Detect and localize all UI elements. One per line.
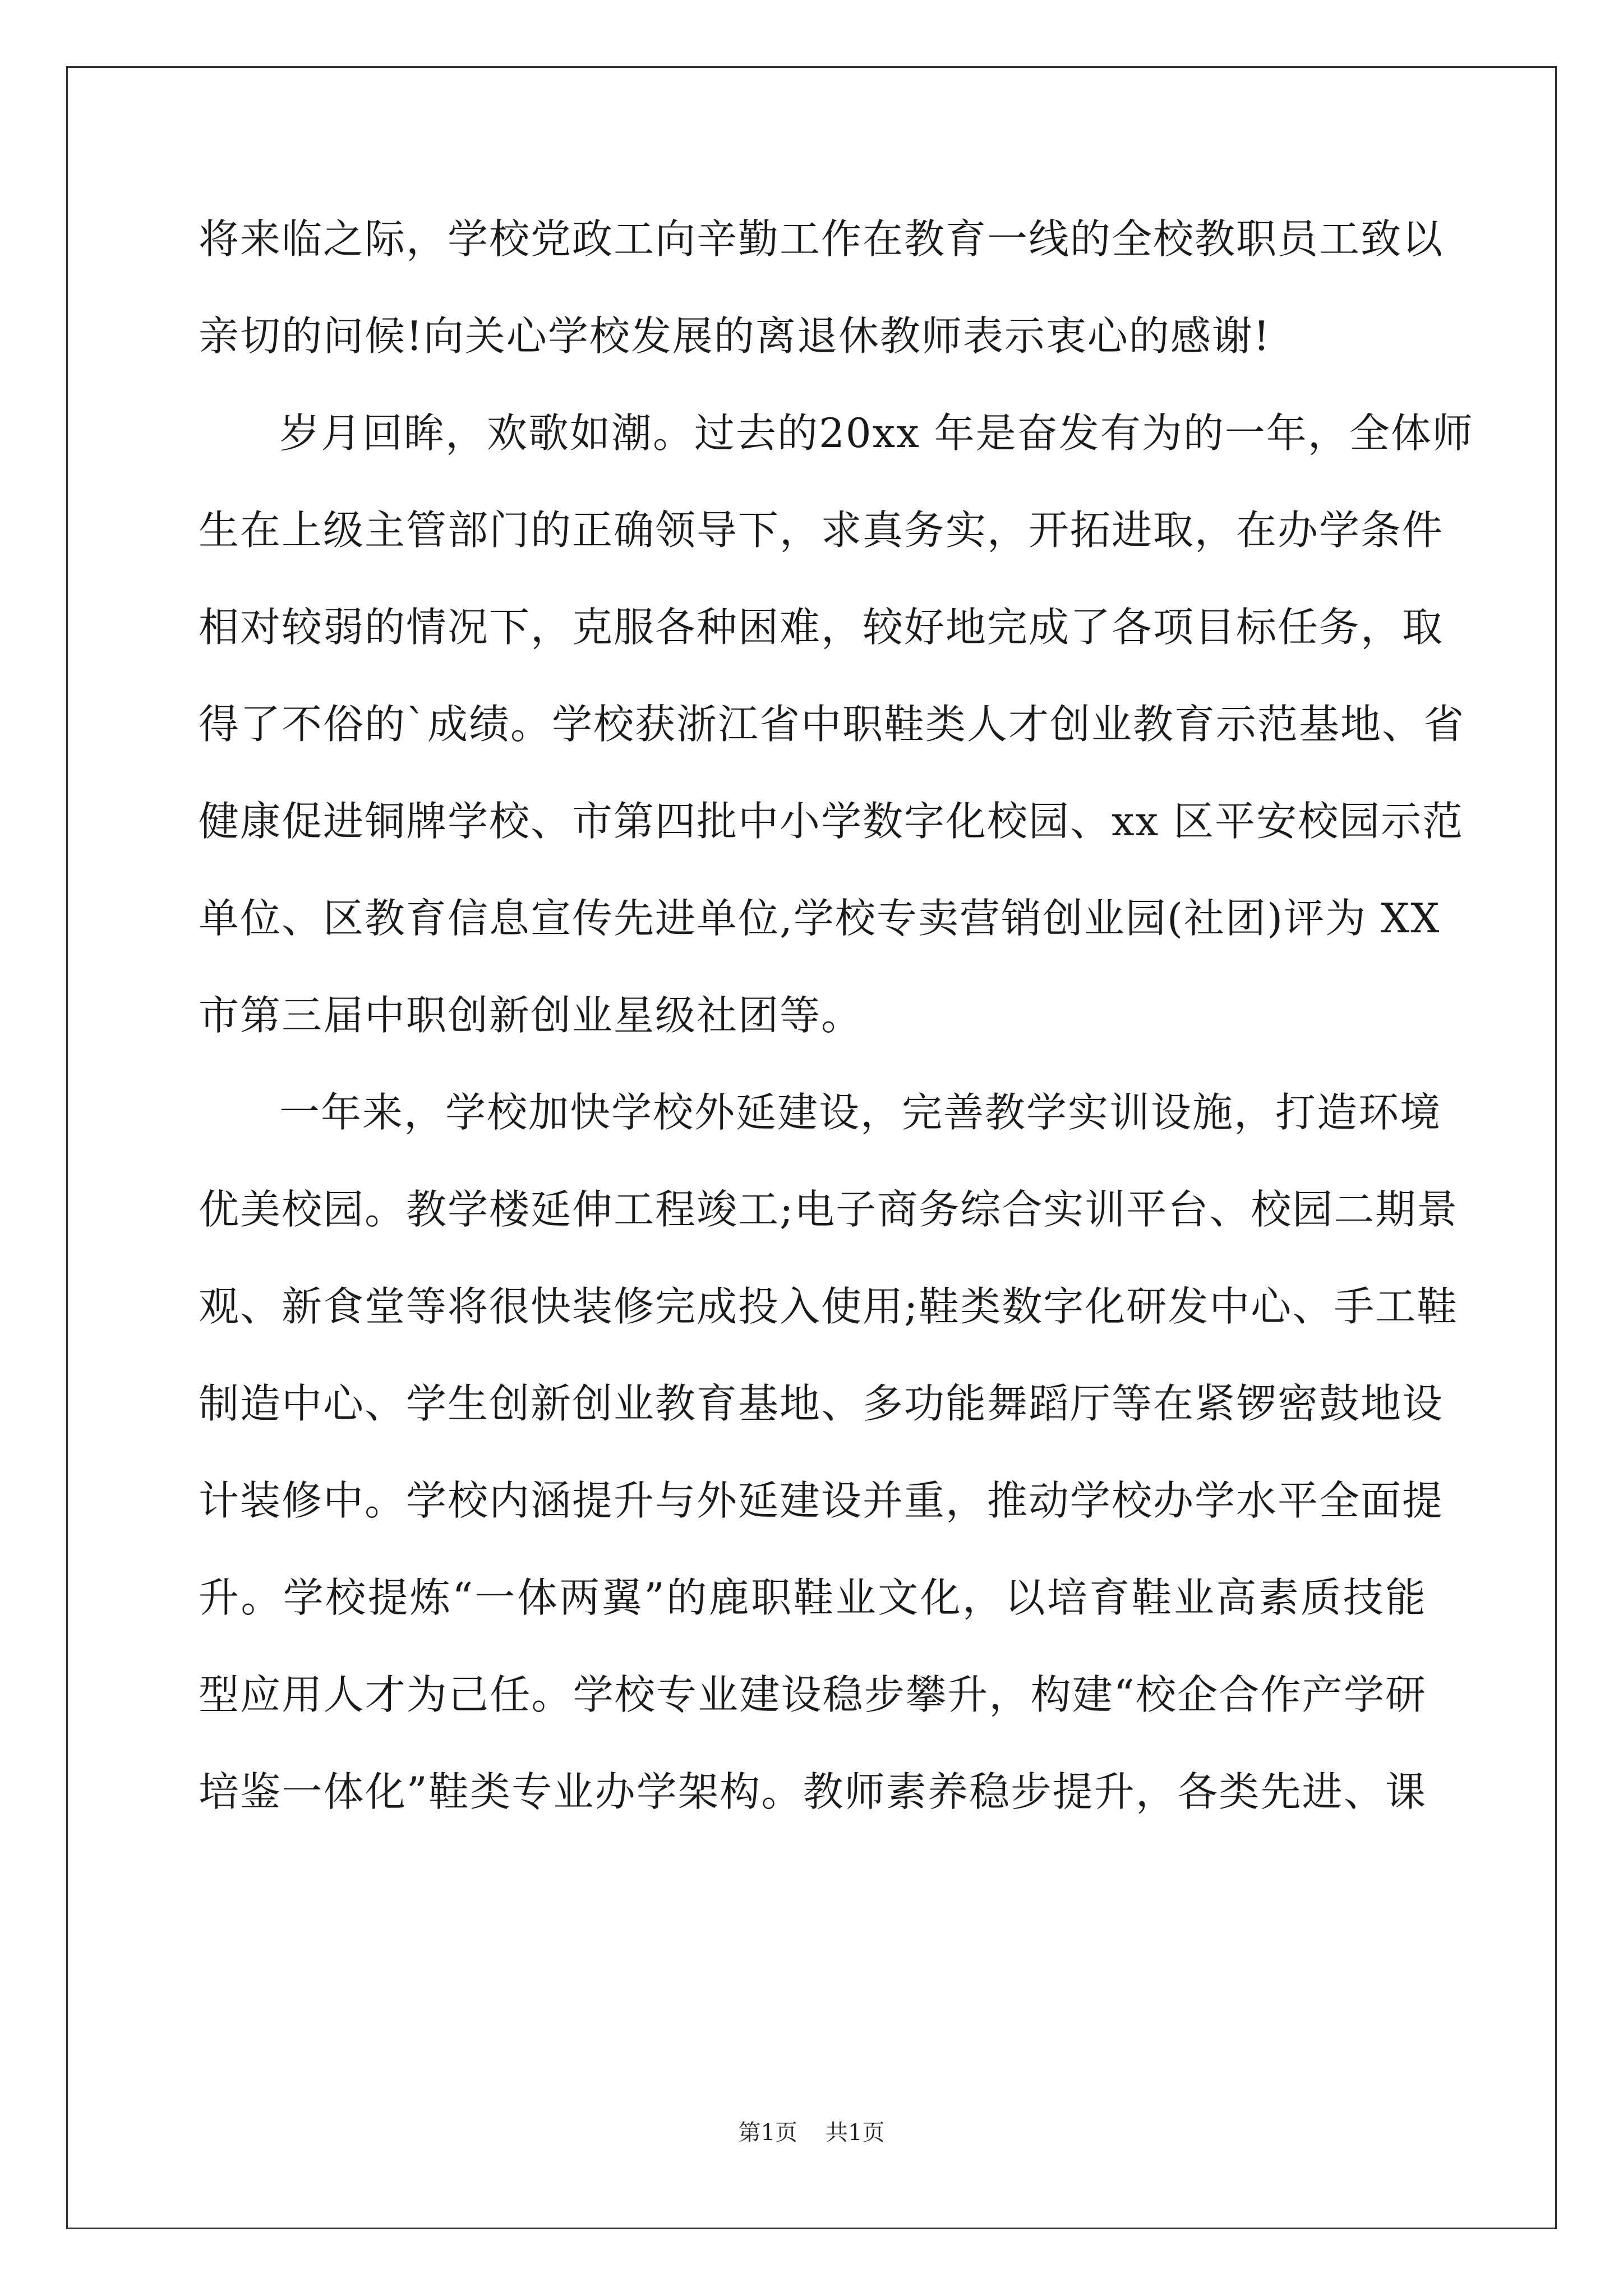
text-line: 岁月回眸，欢歌如潮。过去的20xx 年是奋发有为的一年，全体师 <box>279 409 1474 457</box>
text-line: 优美校园。教学楼延伸工程竣工;电子商务综合实训平台、校园二期景 <box>199 1186 1459 1233</box>
text-line: 培鉴一体化”鞋类专业办学架构。教师素养稳步提升，各类先进、课 <box>199 1768 1427 1815</box>
page-footer <box>0 2115 1623 2147</box>
text-line: 单位、区教育信息宣传先进单位,学校专卖营销创业园(社团)评为 XX <box>199 895 1441 942</box>
document-body <box>199 191 1474 1841</box>
text-line: 型应用人才为己任。学校专业建设稳步攀升，构建“校企合作产学研 <box>199 1671 1427 1718</box>
text-line: 升。学校提炼“一体两翼”的鹿职鞋业文化，以培育鞋业高素质技能 <box>199 1574 1427 1621</box>
page-number-current: 第1页 <box>738 2120 797 2146</box>
text-line: 一年来，学校加快学校外延建设，完善教学实训设施，打造环境 <box>279 1089 1442 1136</box>
text-line: 计装修中。学校内涵提升与外延建设并重，推动学校办学水平全面提 <box>199 1477 1444 1524</box>
text-line: 观、新食堂等将很快装修完成投入使用;鞋类数字化研发中心、手工鞋 <box>199 1283 1459 1330</box>
text-line: 亲切的问候!向关心学校发展的离退休教师表示衷心的感谢! <box>199 312 1271 360</box>
text-line: 得了不俗的`成绩。学校获浙江省中职鞋类人才创业教育示范基地、省 <box>199 701 1465 748</box>
text-line: 生在上级主管部门的正确领导下，求真务实，开拓进取，在办学条件 <box>199 507 1444 554</box>
text-line: 市第三届中职创新创业星级社团等。 <box>199 992 863 1039</box>
text-line: 将来临之际，学校党政工向辛勤工作在教育一线的全校教职员工致以 <box>199 215 1444 263</box>
page-number-total: 共1页 <box>826 2120 885 2146</box>
text-line: 相对较弱的情况下，克服各种困难，较好地完成了各项目标任务，取 <box>199 604 1444 651</box>
text-line: 制造中心、学生创新创业教育基地、多功能舞蹈厅等在紧锣密鼓地设 <box>199 1380 1444 1427</box>
text-line: 健康促进铜牌学校、市第四批中小学数字化校园、xx 区平安校园示范 <box>199 798 1464 845</box>
